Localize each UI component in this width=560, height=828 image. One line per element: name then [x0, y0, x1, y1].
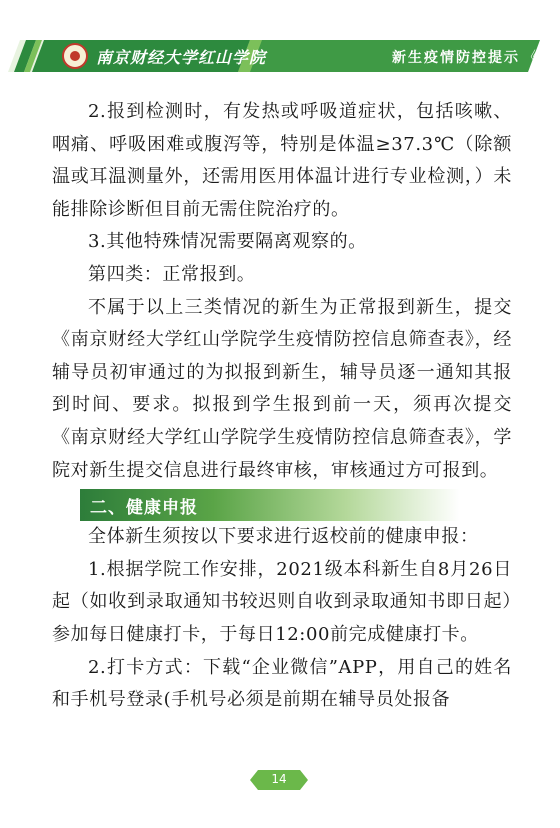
paragraph: 2.报到检测时，有发热或呼吸道症状，包括咳嗽、咽痛、呼吸困难或腹泻等，特别是体温≥37.3℃（除额温或耳温测量外，还需用医用体温计进行专业检测，）未能排除诊断但目前无需住院治疗的。: [52, 101, 512, 220]
paragraph: 3.其他特殊情况需要隔离观察的。: [88, 231, 367, 253]
paragraph: 全体新生须按以下要求进行返校前的健康申报：: [88, 526, 479, 548]
page-number-badge: [250, 770, 308, 790]
section-heading-bar: [80, 489, 460, 521]
section-heading: 二、健康申报: [90, 498, 198, 519]
paragraph: 2.打卡方式：下载“企业微信”APP，用自己的姓名和手机号登录(手机号必须是前期在辅导员处报备: [52, 656, 512, 711]
paragraph: 1.根据学院工作安排，2021级本科新生自8月26日起（如收到录取通知书较迟则自收到录取通知书即日起）参加每日健康打卡，于每日12:00前完成健康打卡。: [52, 558, 512, 645]
chevron-left-icon: 《: [522, 48, 538, 66]
section-title: 新生疫情防控提示: [392, 50, 520, 66]
page-number: 14: [271, 772, 287, 786]
college-name: 南京财经大学红山学院: [96, 48, 267, 67]
document-body: [52, 96, 512, 717]
paragraph: 不属于以上三类情况的新生为正常报到新生，提交《南京财经大学红山学院学生疫情防控信息筛查表》，经辅导员初审通过的为拟报到新生，辅导员逐一通知其报到时间、要求。拟报到学生报到前一天，须再次提交《南京财经大学红山学院学生疫情防控信息筛查表》，学院对新生提交信息进行最终审核，审核通过方可报到。: [52, 296, 512, 481]
paragraph: 第四类：正常报到。: [88, 263, 256, 285]
college-logo-icon: [62, 43, 88, 69]
header-banner: [0, 40, 560, 72]
